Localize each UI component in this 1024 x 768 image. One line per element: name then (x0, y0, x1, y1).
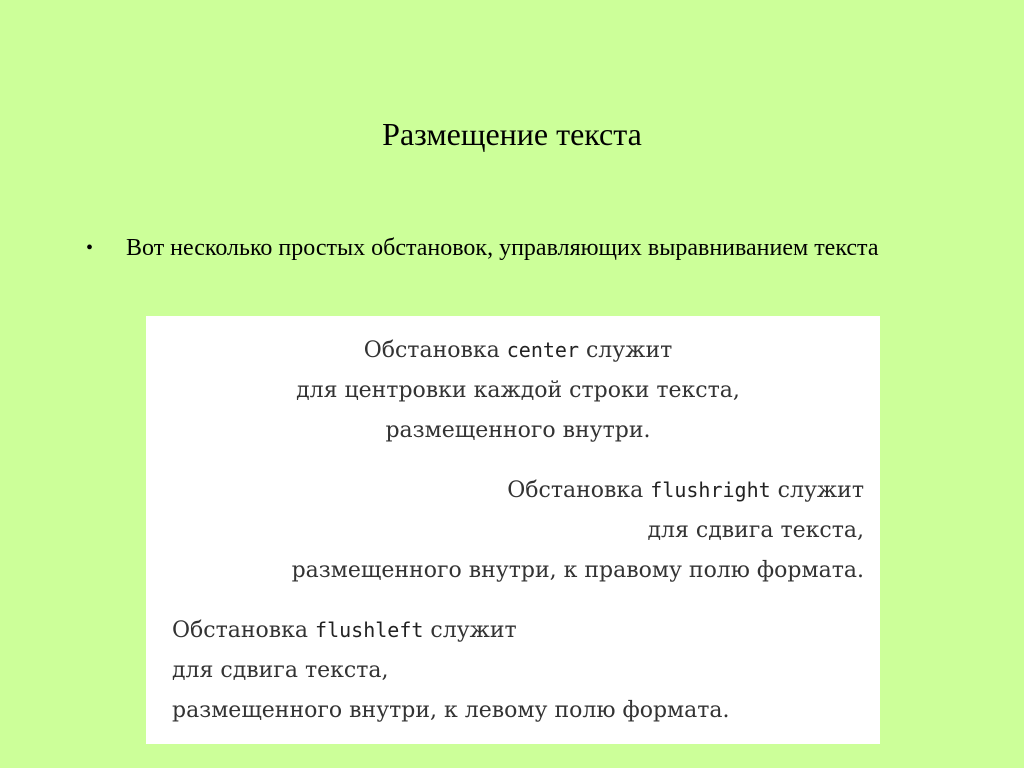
bullet-marker: • (86, 237, 94, 259)
flushright-line-2: для сдвига текста, (647, 518, 864, 543)
slide-title: Размещение текста (382, 116, 642, 152)
flushright-line-1-prefix: Обстановка (507, 478, 651, 503)
bullet-list (86, 232, 966, 264)
flushleft-line-1 (172, 610, 864, 651)
flushleft-line-3: размещенного внутри, к левому полю формата. (172, 698, 730, 723)
center-keyword: center (506, 338, 579, 362)
flushleft-example (172, 610, 864, 731)
flushleft-line-1-suffix: служит (423, 618, 517, 643)
bullet-text: Вот несколько простых обстановок, управляющих выравниванием текста (126, 235, 879, 261)
center-line-1 (172, 330, 864, 371)
center-line-1-suffix: служит (578, 338, 673, 363)
center-example (172, 330, 864, 451)
flushleft-line-1-prefix: Обстановка (172, 618, 316, 643)
flushright-line-1-suffix: служит (770, 478, 864, 503)
flushright-line-1 (172, 470, 864, 511)
example-image-panel (146, 316, 880, 744)
flushright-example (172, 470, 864, 591)
flushright-keyword: flushright (650, 478, 771, 502)
flushleft-line-2: для сдвига текста, (172, 658, 389, 683)
flushright-line-3: размещенного внутри, к правому полю формата. (291, 558, 864, 583)
flushleft-keyword: flushleft (315, 618, 424, 642)
center-line-2: для центровки каждой строки текста, (296, 378, 740, 403)
center-line-3: размещенного внутри. (385, 418, 651, 443)
center-line-1-prefix: Обстановка (363, 338, 507, 363)
bullet-item (86, 232, 966, 264)
